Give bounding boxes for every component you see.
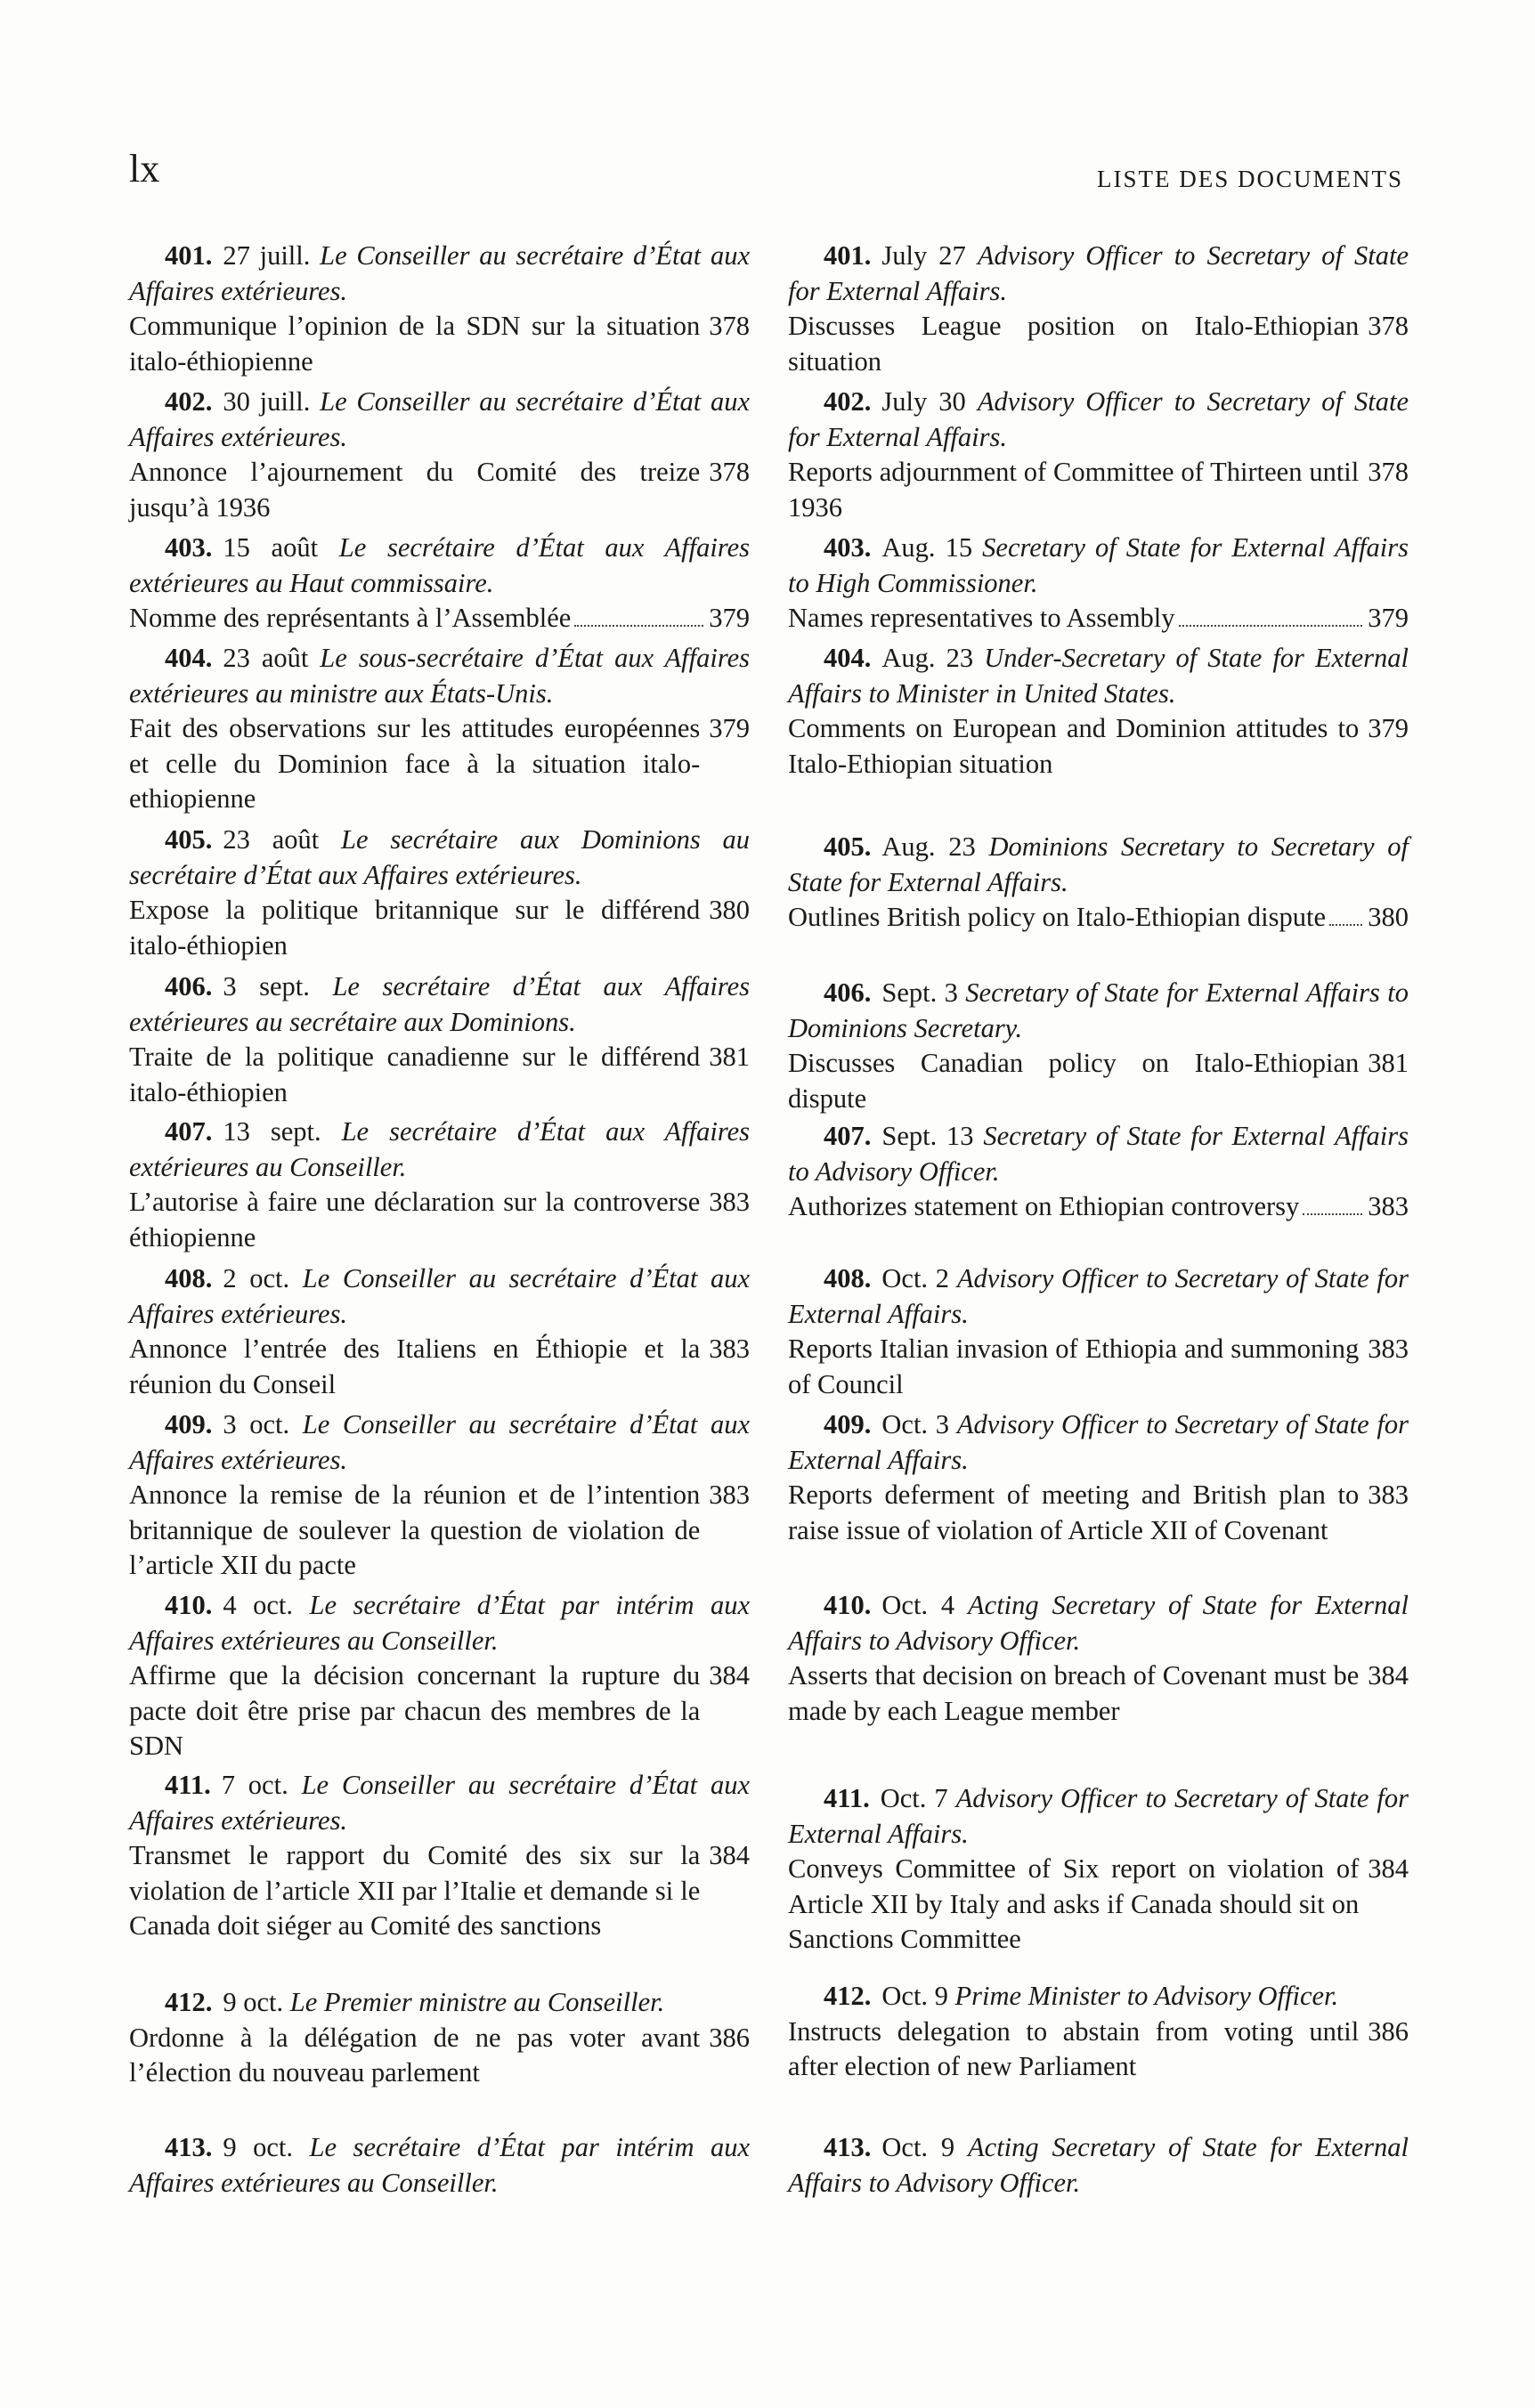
entry-date: 3 sept.: [223, 971, 310, 1001]
entry-description: Outlines British policy on Italo-Ethiopian dispute: [788, 902, 1326, 932]
document-entry: [129, 1407, 750, 1584]
entry-correspondents: Acting Secretary of State for External Affairs to Advisory Officer.: [788, 2132, 1409, 2198]
entry-correspondents: Le sous-secrétaire d’État aux Affaires extérieures au ministre aux États-Unis.: [129, 643, 750, 709]
document-entry: [129, 239, 750, 379]
entry-correspondents: Secretary of State for External Affairs to High Commissioner.: [788, 532, 1409, 598]
document-entry: [788, 1407, 1409, 1548]
entry-page: 378: [709, 311, 750, 341]
entry-page: 384: [709, 1660, 750, 1690]
entry-page: 384: [1368, 1660, 1409, 1690]
entry-date: 2 oct.: [223, 1263, 290, 1293]
leader-dots: [1329, 924, 1362, 926]
entry-number: 401.: [165, 240, 213, 271]
entry-date: Oct. 9: [881, 1981, 948, 2011]
entry-date: Aug. 23: [881, 831, 976, 862]
leader-dots: [1303, 1213, 1362, 1215]
entry-correspondents: Le secrétaire aux Dominions au secrétaire d’État aux Affaires extérieures.: [129, 824, 750, 890]
document-entry: [788, 976, 1409, 1116]
document-entry: [788, 641, 1409, 782]
entry-page: 383: [709, 1334, 750, 1364]
entry-date: 9 oct.: [223, 1987, 284, 2017]
entry-date: Oct. 4: [881, 1590, 955, 1620]
entry-correspondents: Le secrétaire d’État aux Affaires extérieures au Haut commissaire.: [129, 532, 750, 598]
entry-description: Traite de la politique canadienne sur le différend italo-éthiopien: [129, 1042, 701, 1107]
entry-number: 410.: [824, 1590, 872, 1620]
entry-description: Affirme que la décision concernant la rupture du pacte doit être prise par chacun des membres de la SDN: [129, 1660, 701, 1761]
entry-date: 13 sept.: [223, 1116, 321, 1147]
entry-date: 3 oct.: [223, 1409, 290, 1439]
entry-description: Ordonne à la délégation de ne pas voter avant l’élection du nouveau parlement: [129, 2022, 701, 2088]
entry-date: Oct. 7: [880, 1783, 948, 1813]
entry-date: 23 août: [223, 643, 309, 673]
entry-description: Fait des observations sur les attitudes européennes et celle du Dominion face à la situation italo-ethiopienne: [129, 713, 701, 814]
entry-description: Authorizes statement on Ethiopian controversy: [788, 1191, 1300, 1221]
entry-correspondents: Secretary of State for External Affairs to Advisory Officer.: [788, 1121, 1409, 1187]
entry-date: 7 oct.: [221, 1770, 288, 1800]
document-entry: [129, 385, 750, 525]
entry-correspondents: Le Conseiller au secrétaire d’État aux Affaires extérieures.: [129, 1770, 751, 1836]
document-entry: [788, 1781, 1409, 1958]
entry-date: 23 août: [223, 824, 320, 855]
entry-correspondents: Under-Secretary of State for External Affairs to Minister in United States.: [788, 643, 1409, 709]
entry-date: 27 juill.: [223, 240, 311, 271]
entry-correspondents: Le secrétaire d’État aux Affaires extérieures au Conseiller.: [129, 1116, 750, 1182]
entry-number: 404.: [824, 643, 872, 673]
entry-page: 378: [709, 457, 750, 487]
entry-number: 403.: [824, 532, 872, 563]
entry-number: 405.: [165, 824, 213, 855]
entry-number: 409.: [165, 1409, 213, 1439]
entry-date: Oct. 2: [881, 1263, 950, 1293]
document-entry: [129, 641, 750, 817]
entry-page: 384: [1368, 1853, 1409, 1884]
entry-correspondents: Le Premier ministre au Conseiller.: [289, 1987, 665, 2017]
entry-description: Transmet le rapport du Comité des six sur la violation de l’article XII par l’Italie et demande si le Canada doit siéger au Comité des sanctions: [129, 1840, 701, 1941]
entry-number: 412.: [824, 1981, 872, 2011]
entry-page: 383: [1368, 1191, 1409, 1221]
entry-description: Instructs delegation to abstain from voting until after election of new Parliament: [788, 2015, 1360, 2081]
entry-number: 410.: [165, 1590, 213, 1620]
entry-page: 378: [1368, 311, 1409, 341]
entry-correspondents: Le secrétaire d’État par intérim aux Affaires extérieures au Conseiller.: [129, 2132, 751, 2198]
entry-page: 380: [1368, 902, 1409, 932]
document-entry: [788, 830, 1409, 936]
leader-dots: [1179, 625, 1363, 627]
entry-page: 381: [1368, 1048, 1409, 1078]
entry-correspondents: Le secrétaire d’État par intérim aux Affaires extérieures au Conseiller.: [129, 1590, 751, 1656]
entry-description: Comments on European and Dominion attitudes to Italo-Ethiopian situation: [788, 713, 1360, 779]
entry-date: 30 juill.: [223, 386, 311, 417]
entry-number: 413.: [165, 2132, 213, 2162]
entry-correspondents: Acting Secretary of State for External Affairs to Advisory Officer.: [788, 1590, 1409, 1656]
entry-description: Reports deferment of meeting and British plan to raise issue of violation of Article XII of Covenant: [788, 1480, 1360, 1545]
entry-correspondents: Le Conseiller au secrétaire d’État aux Affaires extérieures.: [129, 386, 750, 452]
entry-date: July 30: [881, 386, 966, 417]
entry-page: 379: [1368, 603, 1409, 633]
entry-description: L’autorise à faire une déclaration sur la controverse éthiopienne: [129, 1187, 701, 1253]
entry-correspondents: Secretary of State for External Affairs to Dominions Secretary.: [788, 977, 1409, 1043]
document-entry: [129, 1261, 750, 1402]
entry-number: 411.: [165, 1770, 211, 1800]
entry-number: 412.: [165, 1987, 213, 2017]
document-entry: [129, 969, 750, 1110]
document-entry: [788, 1261, 1409, 1402]
entry-description: Discusses Canadian policy on Italo-Ethiopian dispute: [788, 1048, 1360, 1114]
document-entry: [788, 385, 1409, 525]
entry-correspondents: Advisory Officer to Secretary of State for External Affairs.: [788, 386, 1409, 452]
entry-number: 408.: [824, 1263, 872, 1293]
document-entry: [129, 823, 750, 963]
document-entry: [788, 1588, 1409, 1729]
entry-number: 413.: [824, 2132, 872, 2162]
entry-page: 383: [1368, 1480, 1409, 1510]
entry-correspondents: Advisory Officer to Secretary of State for External Affairs.: [788, 240, 1409, 306]
entry-correspondents: Advisory Officer to Secretary of State for External Affairs.: [788, 1263, 1409, 1329]
entry-description: Communique l’opinion de la SDN sur la situation italo-éthiopienne: [129, 311, 701, 377]
entry-date: Oct. 3: [881, 1409, 950, 1439]
entry-number: 402.: [165, 386, 213, 417]
entry-number: 404.: [165, 643, 213, 673]
entry-correspondents: Advisory Officer to Secretary of State for External Affairs.: [788, 1409, 1409, 1475]
entry-description: Annonce l’entrée des Italiens en Éthiopie et la réunion du Conseil: [129, 1334, 701, 1399]
entry-number: 403.: [165, 532, 213, 563]
document-entry: [129, 1985, 750, 2091]
entry-correspondents: Dominions Secretary to Secretary of State for External Affairs.: [788, 831, 1409, 897]
entry-page: 383: [1368, 1334, 1409, 1364]
entry-description: Expose la politique britannique sur le différend italo-éthiopien: [129, 895, 701, 961]
entry-date: July 27: [881, 240, 966, 271]
entry-page: 381: [709, 1042, 750, 1072]
entry-page: 386: [1368, 2015, 1409, 2047]
entry-page: 384: [709, 1840, 750, 1870]
running-title: LISTE DES DOCUMENTS: [1096, 166, 1403, 192]
leader-dots: [574, 625, 703, 627]
entry-description: Annonce l’ajournement du Comité des treize jusqu’à 1936: [129, 457, 701, 523]
entry-description: Annonce la remise de la réunion et de l’intention britannique de soulever la question de violation de l’article XII du pacte: [129, 1480, 701, 1580]
entry-date: Aug. 23: [881, 643, 974, 673]
entry-date: 15 août: [223, 532, 319, 563]
entry-correspondents: Le Conseiller au secrétaire d’État aux Affaires extérieures.: [129, 1263, 751, 1329]
entry-page: 379: [1368, 713, 1409, 743]
document-entry: [788, 1979, 1409, 2085]
entry-number: 406.: [824, 977, 872, 1008]
entry-correspondents: Prime Minister to Advisory Officer.: [954, 1981, 1339, 2011]
entry-number: 408.: [165, 1263, 213, 1293]
entry-page: 386: [709, 2022, 750, 2053]
entry-date: Aug. 15: [881, 532, 973, 563]
document-entry: [129, 531, 750, 636]
entry-date: Sept. 13: [881, 1121, 974, 1151]
entry-correspondents: Le secrétaire d’État aux Affaires extérieures au secrétaire aux Dominions.: [129, 971, 751, 1037]
entry-correspondents: Advisory Officer to Secretary of State for External Affairs.: [788, 1783, 1409, 1849]
entry-page: 383: [709, 1480, 750, 1510]
entry-description: Names representatives to Assembly: [788, 603, 1175, 633]
document-entry: [788, 531, 1409, 636]
entry-number: 402.: [824, 386, 872, 417]
document-entry: [788, 2130, 1409, 2201]
entry-description: Reports Italian invasion of Ethiopia and summoning of Council: [788, 1334, 1360, 1399]
entry-description: Discusses League position on Italo-Ethiopian situation: [788, 311, 1360, 377]
entry-description: Asserts that decision on breach of Covenant must be made by each League member: [788, 1660, 1360, 1726]
entry-page: 380: [709, 895, 750, 925]
entry-description: Reports adjournment of Committee of Thirteen until 1936: [788, 457, 1360, 523]
document-entry: [788, 1119, 1409, 1225]
entry-number: 409.: [824, 1409, 872, 1439]
entry-number: 407.: [824, 1121, 872, 1151]
entry-number: 401.: [824, 240, 872, 271]
entry-date: Sept. 3: [881, 977, 958, 1008]
document-entry: [129, 2130, 750, 2201]
document-entry: [129, 1768, 750, 1944]
document-entry: [788, 239, 1409, 379]
entry-correspondents: Le Conseiller au secrétaire d’État aux Affaires extérieures.: [129, 1409, 751, 1475]
entry-page: 383: [709, 1187, 750, 1217]
entry-number: 405.: [824, 831, 872, 862]
document-entry: [129, 1588, 750, 1764]
entry-number: 407.: [165, 1116, 213, 1147]
entry-description: Nomme des représentants à l’Assemblée: [129, 603, 572, 633]
entry-description: Conveys Committee of Six report on violation of Article XII by Italy and asks if Canada should sit on Sanctions Committee: [788, 1853, 1360, 1954]
entry-correspondents: Le Conseiller au secrétaire d’État aux Affaires extérieures.: [129, 240, 750, 306]
entry-date: 9 oct.: [223, 2132, 293, 2162]
entry-date: 4 oct.: [223, 1590, 293, 1620]
entry-page: 379: [709, 713, 750, 743]
entry-page: 379: [709, 603, 750, 633]
entry-number: 411.: [824, 1783, 870, 1813]
page-folio: lx: [129, 147, 160, 191]
entry-number: 406.: [165, 971, 213, 1001]
entry-date: Oct. 9: [881, 2132, 955, 2162]
document-entry: [129, 1115, 750, 1255]
entry-page: 378: [1368, 457, 1409, 487]
